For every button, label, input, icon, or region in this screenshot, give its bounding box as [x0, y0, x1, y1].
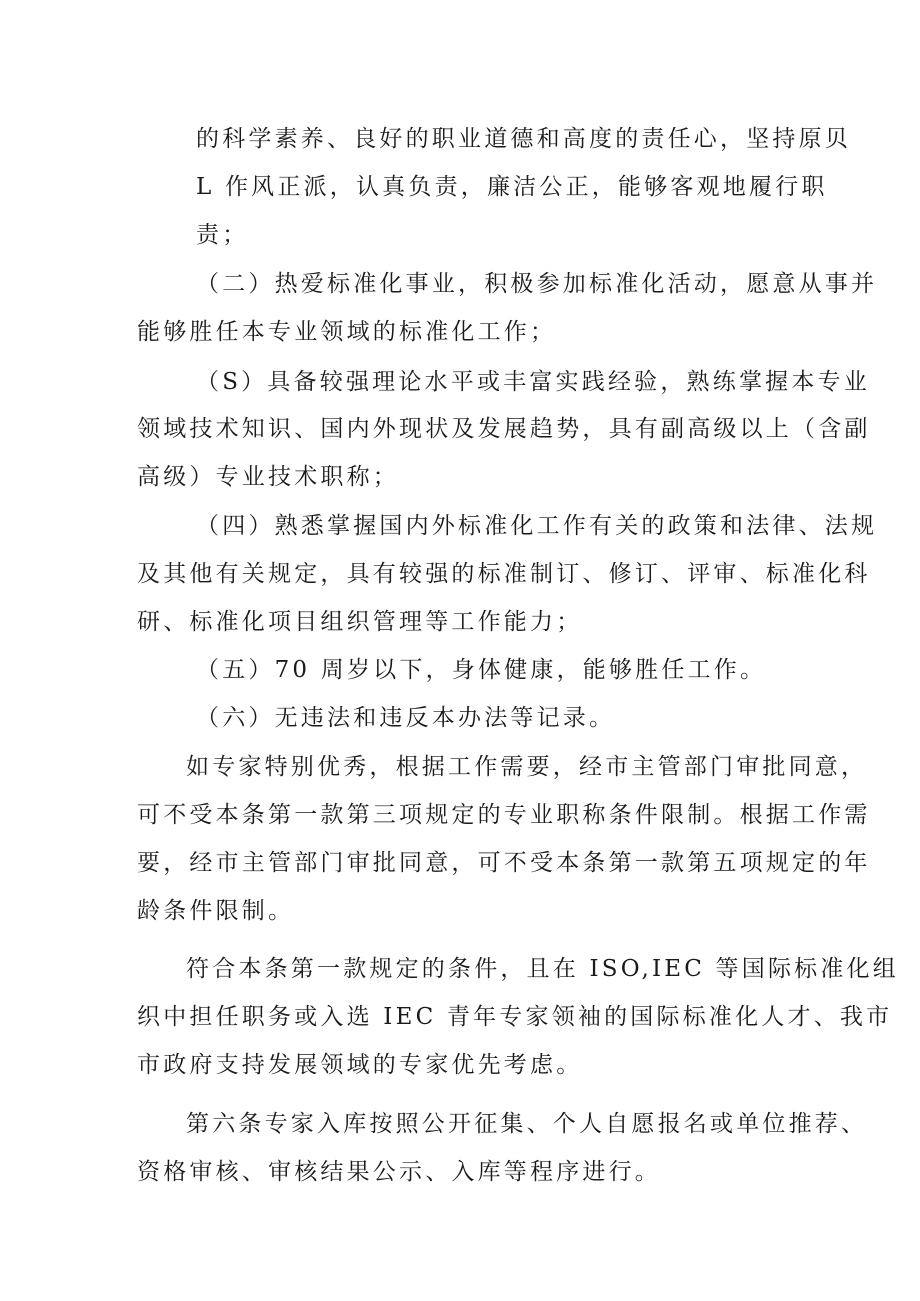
text-line: 研、标准化项目组织管理等工作能力； — [137, 609, 583, 635]
text-line: 市政府支持发展领域的专家优先考虑。 — [137, 1052, 583, 1078]
text-line: L 作风正派，认真负责，廉洁公正，能够客观地履行职 — [196, 174, 828, 200]
text-line: （五）70 周岁以下，身体健康，能够胜任工作。 — [196, 657, 767, 683]
text-line: 资格审核、审核结果公示、入库等程序进行。 — [137, 1159, 661, 1185]
text-line: 责； — [196, 222, 249, 248]
text-line: 高级）专业技术职称； — [137, 464, 399, 490]
text-line: 要，经市主管部门审批同意，可不受本条第一款第五项规定的年 — [137, 850, 871, 876]
text-line: 龄条件限制。 — [137, 898, 295, 924]
text-line: 第六条专家入库按照公开征集、个人自愿报名或单位推荐、 — [186, 1111, 868, 1137]
text-line: （六）无违法和违反本办法等记录。 — [196, 705, 616, 731]
text-line: 领域技术知识、国内外现状及发展趋势，具有副高级以上（含副 — [137, 416, 871, 442]
text-line: 可不受本条第一款第三项规定的专业职称条件限制。根据工作需 — [137, 802, 871, 828]
text-line: 如专家特别优秀，根据工作需要，经市主管部门审批同意， — [186, 754, 868, 780]
text-line: 及其他有关规定，具有较强的标准制订、修订、评审、标准化科 — [137, 561, 871, 587]
text-line: （四）熟悉掌握国内外标准化工作有关的政策和法律、法规 — [196, 513, 878, 539]
text-line: （S）具备较强理论水平或丰富实践经验，熟练掌握本专业 — [196, 369, 870, 395]
text-line: 的科学素养、良好的职业道德和高度的责任心，坚持原贝 — [196, 126, 851, 152]
text-line: 织中担任职务或入选 IEC 青年专家领袖的国际标准化人才、我市 — [137, 1004, 893, 1030]
text-line: 能够胜任本专业领域的标准化工作； — [137, 319, 557, 345]
text-line: （二）热爱标准化事业，积极参加标准化活动，愿意从事并 — [196, 271, 878, 297]
text-line: 符合本条第一款规定的条件，且在 ISO,IEC 等国际标准化组 — [186, 956, 899, 982]
